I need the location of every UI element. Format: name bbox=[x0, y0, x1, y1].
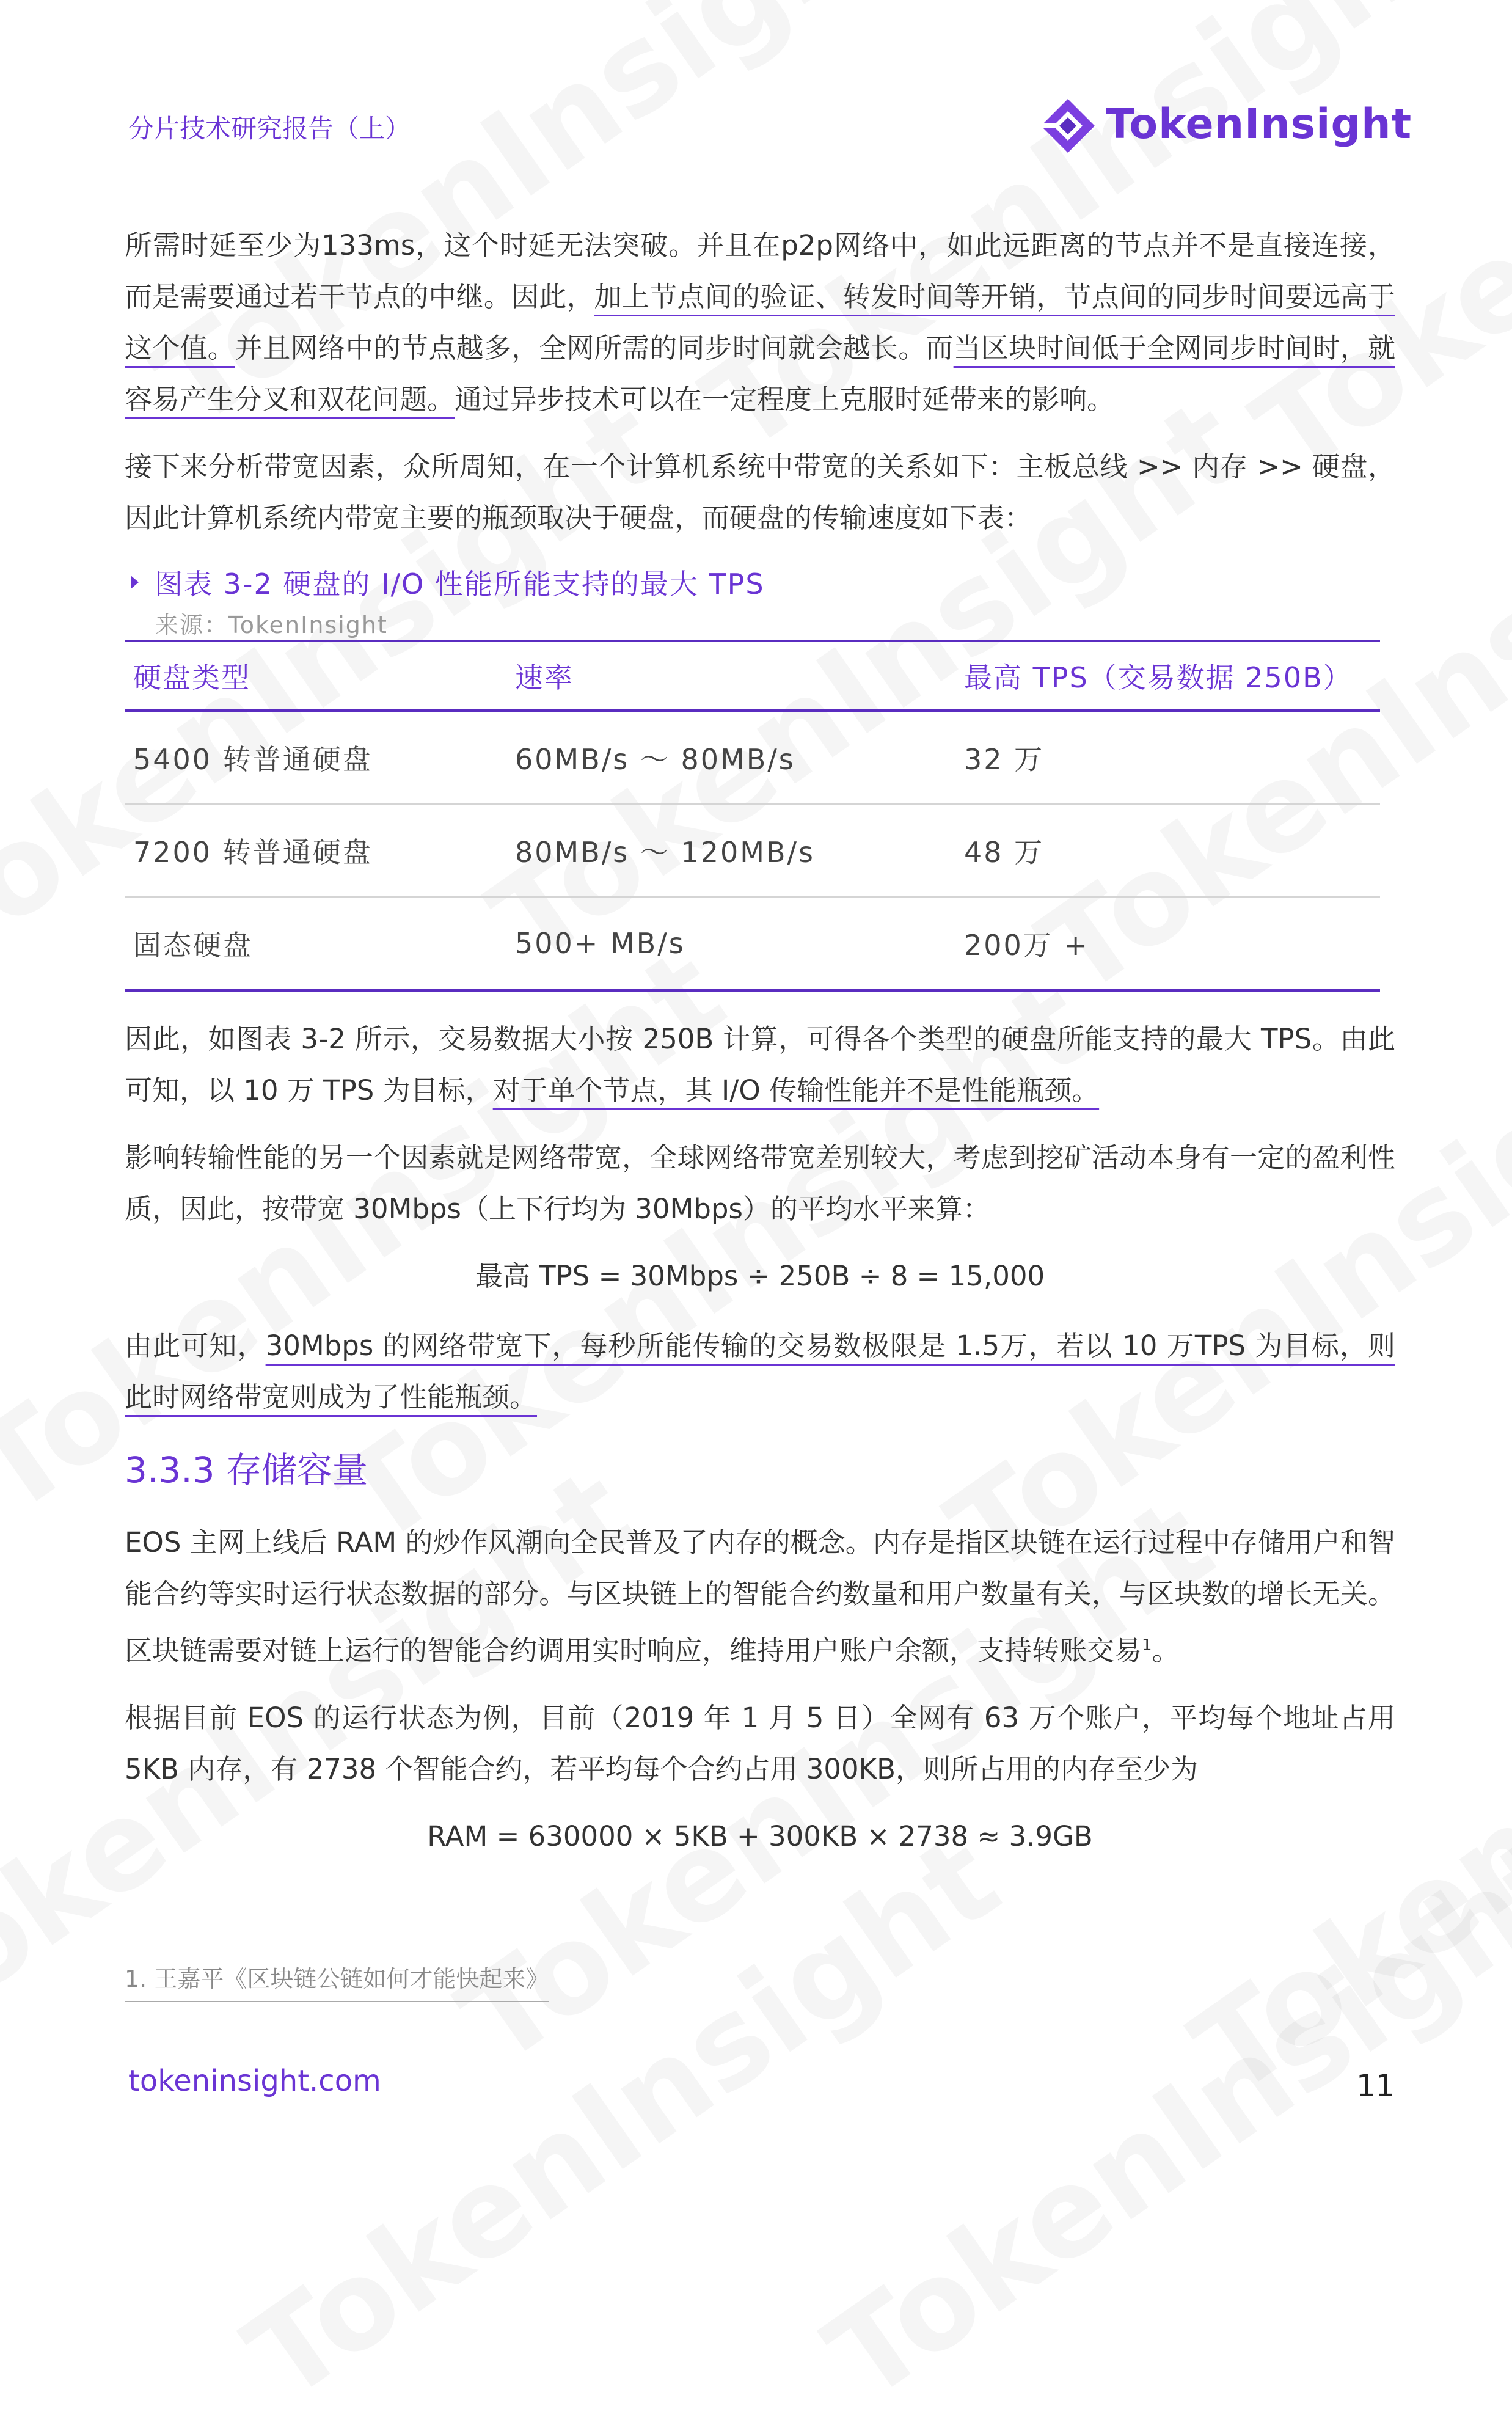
paragraph-network-conclusion bbox=[125, 1320, 1395, 1423]
footnote: 1. 王嘉平《区块链公链如何才能快起来》 bbox=[125, 1960, 549, 2002]
page-number: 11 bbox=[1356, 2068, 1395, 2104]
table-cell: 7200 转普通硬盘 bbox=[125, 804, 506, 897]
paragraph-bandwidth: 接下来分析带宽因素，众所周知，在一个计算机系统中带宽的关系如下：主板总线 >> 内存 >> 硬盘，因此计算机系统内带宽主要的瓶颈取决于硬盘，而硬盘的传输速度如下表： bbox=[125, 450, 1395, 534]
footer-url-link[interactable]: tokeninsight.com bbox=[128, 2064, 381, 2098]
table-cell: 48 万 bbox=[955, 804, 1380, 897]
underlined-text: 当区块时间低于全网同步时间时，就容易产生分叉和双花问题。 bbox=[125, 332, 1395, 415]
paragraph-ram bbox=[125, 1517, 1395, 1677]
report-title: 分片技术研究报告（上） bbox=[128, 114, 411, 144]
triangle-bullet-icon bbox=[131, 576, 139, 589]
underlined-text: 加上节点间的验证、转发时间等开销，节点间的同步时间要远高于这个值。 bbox=[125, 280, 1395, 364]
column-header: 速率 bbox=[506, 641, 955, 711]
column-header: 硬盘类型 bbox=[125, 641, 506, 711]
footnote-ref[interactable]: 1 bbox=[1142, 1636, 1152, 1655]
paragraph-latency bbox=[125, 220, 1395, 425]
column-header: 最高 TPS（交易数据 250B） bbox=[955, 641, 1380, 711]
main-content bbox=[125, 220, 1395, 1881]
figure-source: 来源：TokenInsight bbox=[155, 612, 388, 638]
text: 所需时延至少为133ms，这个时延无法突破。并且在p2p网络中，如此远距离的节点并不是直接连接，而是需要通过若干节点的中继。因此， bbox=[125, 229, 1395, 313]
formula-tps: 最高 TPS = 30Mbps ÷ 250B ÷ 8 = 15,000 bbox=[475, 1260, 1045, 1292]
logo-mark-icon bbox=[1039, 97, 1097, 155]
text: 并且网络中的节点越多，全网所需的同步时间就会越长。而 bbox=[235, 332, 954, 364]
table-row bbox=[125, 711, 1380, 804]
text: 通过异步技术可以在一定程度上克服时延带来的影响。 bbox=[455, 383, 1115, 415]
paragraph-eos-state: 根据目前 EOS 的运行状态为例，目前（2019 年 1 月 5 日）全网有 63 万个账户，平均每个地址占用 5KB 内存，有 2738 个智能合约，若平均每个合约占用 300KB，则所占用的内存至少为 bbox=[125, 1702, 1395, 1785]
text: EOS 主网上线后 RAM 的炒作风潮向全民普及了内存的概念。内存是指区块链在运行过程中存储用户和智能合约等实时运行状态数据的部分。与区块链上的智能合约数量和用户数量有关，与区块数的增长无关。区块链需要对链上运行的智能合约调用实时响应，维持用户账户余额，支持转账交易 bbox=[125, 1526, 1395, 1667]
section-heading: 3.3.3 存储容量 bbox=[125, 1449, 368, 1491]
watermark bbox=[222, 1808, 1023, 2428]
underlined-text: 对于单个节点，其 I/O 传输性能并不是性能瓶颈。 bbox=[492, 1074, 1100, 1106]
table-row bbox=[125, 897, 1380, 990]
formula-ram: RAM = 630000 × 5KB + 300KB × 2738 ≈ 3.9GB bbox=[427, 1820, 1093, 1852]
table-row bbox=[125, 804, 1380, 897]
table-cell: 200万 + bbox=[964, 929, 1089, 962]
watermark bbox=[802, 1808, 1512, 2428]
underlined-text: 30Mbps 的网络带宽下，每秒所能传输的交易数极限是 1.5万，若以 10 万TPS 为目标，则此时网络带宽则成为了性能瓶颈。 bbox=[125, 1329, 1395, 1413]
disk-tps-table bbox=[125, 640, 1380, 992]
text: 因此，如图表 3-2 所示，交易数据大小按 250B 计算，可得各个类型的硬盘所能支持的最大 TPS。由此可知，以 10 万 TPS 为目标， bbox=[125, 1023, 1395, 1106]
table-cell: 5400 转普通硬盘 bbox=[125, 711, 506, 804]
table-cell: 60MB/s ～ 80MB/s bbox=[506, 711, 955, 804]
text: 由此可知， bbox=[125, 1329, 266, 1362]
text: 。 bbox=[1152, 1634, 1180, 1667]
figure-title-text: 图表 3-2 硬盘的 I/O 性能所能支持的最大 TPS bbox=[155, 568, 765, 601]
table-cell: 500+ MB/s bbox=[515, 927, 685, 960]
figure-title bbox=[125, 562, 1395, 602]
table-cell: 固态硬盘 bbox=[133, 929, 253, 962]
paragraph-io-conclusion bbox=[125, 1014, 1395, 1116]
brand-logo bbox=[1039, 92, 1412, 159]
table-header-row bbox=[125, 641, 1380, 711]
paragraph-network: 影响转输性能的另一个因素就是网络带宽，全球网络带宽差别较大，考虑到挖矿活动本身有一定的盈利性质，因此，按带宽 30Mbps（上下行均为 30Mbps）的平均水平来算： bbox=[125, 1141, 1395, 1225]
table-cell: 80MB/s ～ 120MB/s bbox=[506, 804, 955, 897]
logo-text: TokenInsight bbox=[1106, 100, 1412, 148]
table-cell: 32 万 bbox=[955, 711, 1380, 804]
